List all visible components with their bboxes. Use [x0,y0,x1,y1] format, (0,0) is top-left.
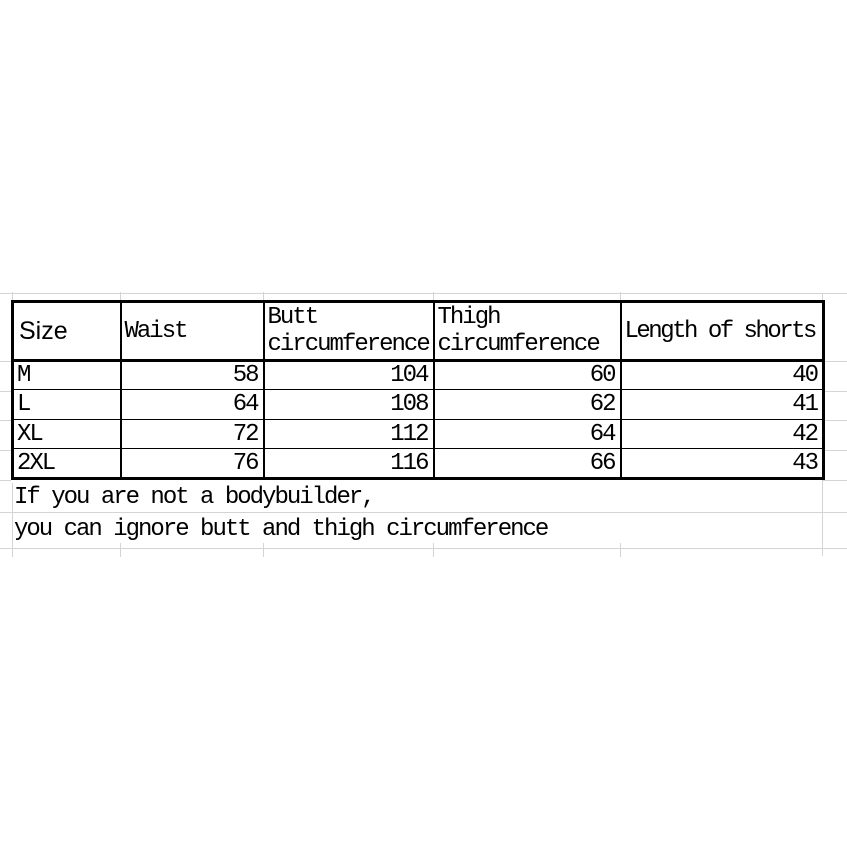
gridline [0,450,11,451]
cell-shorts-length: 40 [621,361,824,390]
cell-size: 2XL [13,449,121,479]
header-row [13,302,824,361]
cell-waist: 76 [121,449,264,479]
cell-waist: 64 [121,390,264,420]
cell-butt-circumference: 116 [264,449,434,479]
header-size: Size [13,302,121,361]
header-waist: Waist [121,302,264,361]
gridline [0,548,847,549]
table-row-l [13,390,824,420]
gridline [0,420,11,421]
cell-waist: 72 [121,420,264,449]
gridline [823,450,847,451]
gridline [620,543,621,557]
gridline [823,420,847,421]
table-row-m [13,361,824,390]
cell-thigh-circumference: 60 [434,361,621,390]
table-row-xl [13,420,824,449]
note-line-1: If you are not a bodybuilder, [14,484,374,511]
cell-size: M [13,361,121,390]
cell-butt-circumference: 108 [264,390,434,420]
header-thigh-circumference: Thigh circumference [434,302,621,361]
gridline [12,483,13,548]
cell-size: XL [13,420,121,449]
cell-shorts-length: 43 [621,449,824,479]
cell-size: L [13,390,121,420]
gridline [0,361,11,362]
size-chart-table [11,300,825,480]
gridline [0,293,847,294]
cell-thigh-circumference: 66 [434,449,621,479]
note-line-2: you can ignore butt and thigh circumference [14,516,548,543]
cell-butt-circumference: 104 [264,361,434,390]
gridline [823,361,847,362]
cell-butt-circumference: 112 [264,420,434,449]
gridline [823,480,847,481]
header-butt-circumference: Butt circumference [264,302,434,361]
gridline [0,391,11,392]
cell-thigh-circumference: 62 [434,390,621,420]
cell-thigh-circumference: 64 [434,420,621,449]
cell-shorts-length: 41 [621,390,824,420]
cell-shorts-length: 42 [621,420,824,449]
cell-waist: 58 [121,361,264,390]
gridline [823,391,847,392]
gridline [0,480,11,481]
table-row-2xl [13,449,824,479]
header-length-of-shorts: Length of shorts [621,302,824,361]
